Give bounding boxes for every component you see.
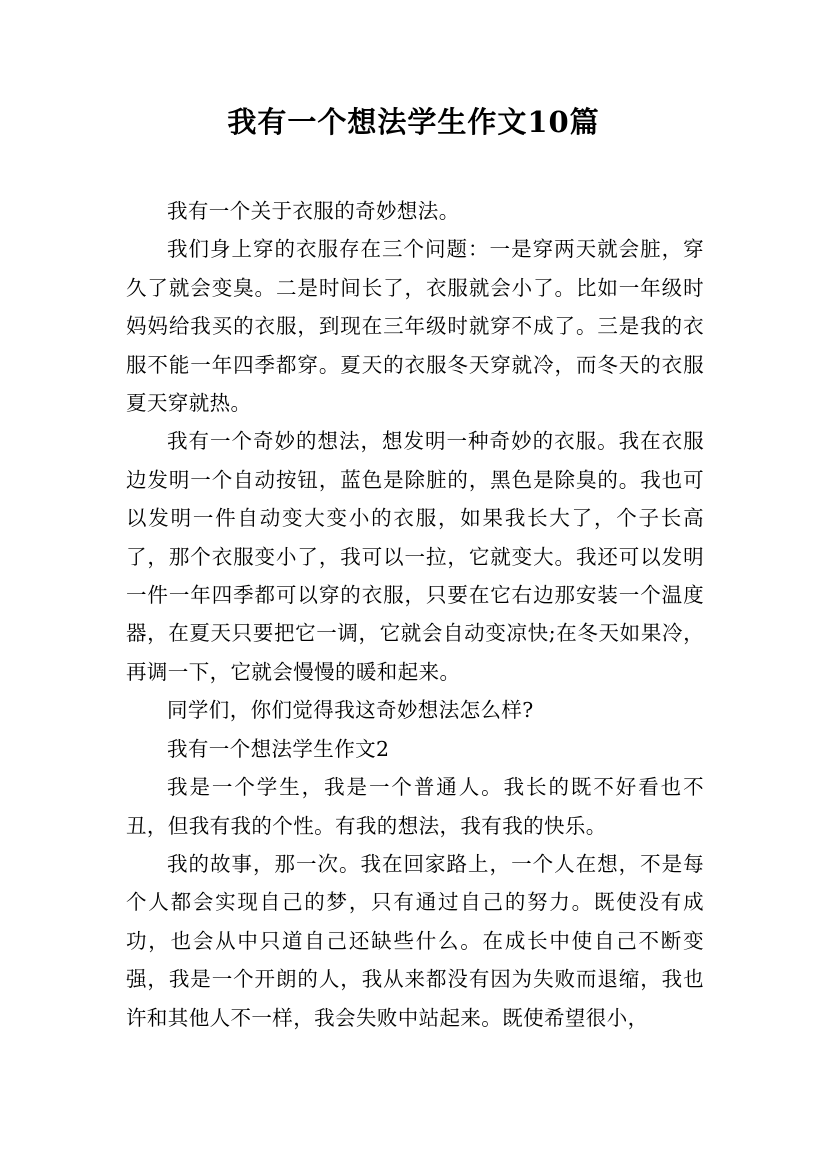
paragraph: 我是一个学生，我是一个普通人。我长的既不好看也不丑，但我有我的个性。有我的想法，我有我的快乐。 bbox=[126, 775, 704, 838]
document-body bbox=[126, 192, 704, 1037]
document-title: 我有一个想法学生作文10篇 bbox=[227, 105, 600, 139]
paragraph: 我有一个奇妙的想法，想发明一种奇妙的衣服。我在衣服边发明一个自动按钮，蓝色是除脏的，黑色是除臭的。我也可以发明一件自动变大变小的衣服，如果我长大了，个子长高了，那个衣服变小了，我可以一拉，它就变大。我还可以发明一件一年四季都可以穿的衣服，只要在它右边那安装一个温度器，在夏天只要把它一调，它就会自动变凉快;在冬天如果冷，再调一下，它就会慢慢的暖和起来。 bbox=[126, 429, 704, 684]
paragraph: 同学们，你们觉得我这奇妙想法怎么样? bbox=[167, 698, 534, 723]
paragraph: 我们身上穿的衣服存在三个问题：一是穿两天就会脏，穿久了就会变臭。二是时间长了，衣服就会小了。比如一年级时妈妈给我买的衣服，到现在三年级时就穿不成了。三是我的衣服不能一年四季都穿。夏天的衣服冬天穿就冷，而冬天的衣服夏天穿就热。 bbox=[126, 237, 704, 416]
paragraph: 我有一个关于衣服的奇妙想法。 bbox=[167, 199, 460, 223]
paragraph: 我的故事，那一次。我在回家路上，一个人在想，不是每个人都会实现自己的梦，只有通过自己的努力。既使没有成功，也会从中只道自己还缺些什么。在成长中使自己不断变强，我是一个开朗的人，我从来都没有因为失败而退缩，我也许和其他人不一样，我会失败中站起来。既使希望很小， bbox=[126, 851, 704, 1030]
section-heading: 我有一个想法学生作文2 bbox=[167, 736, 390, 761]
